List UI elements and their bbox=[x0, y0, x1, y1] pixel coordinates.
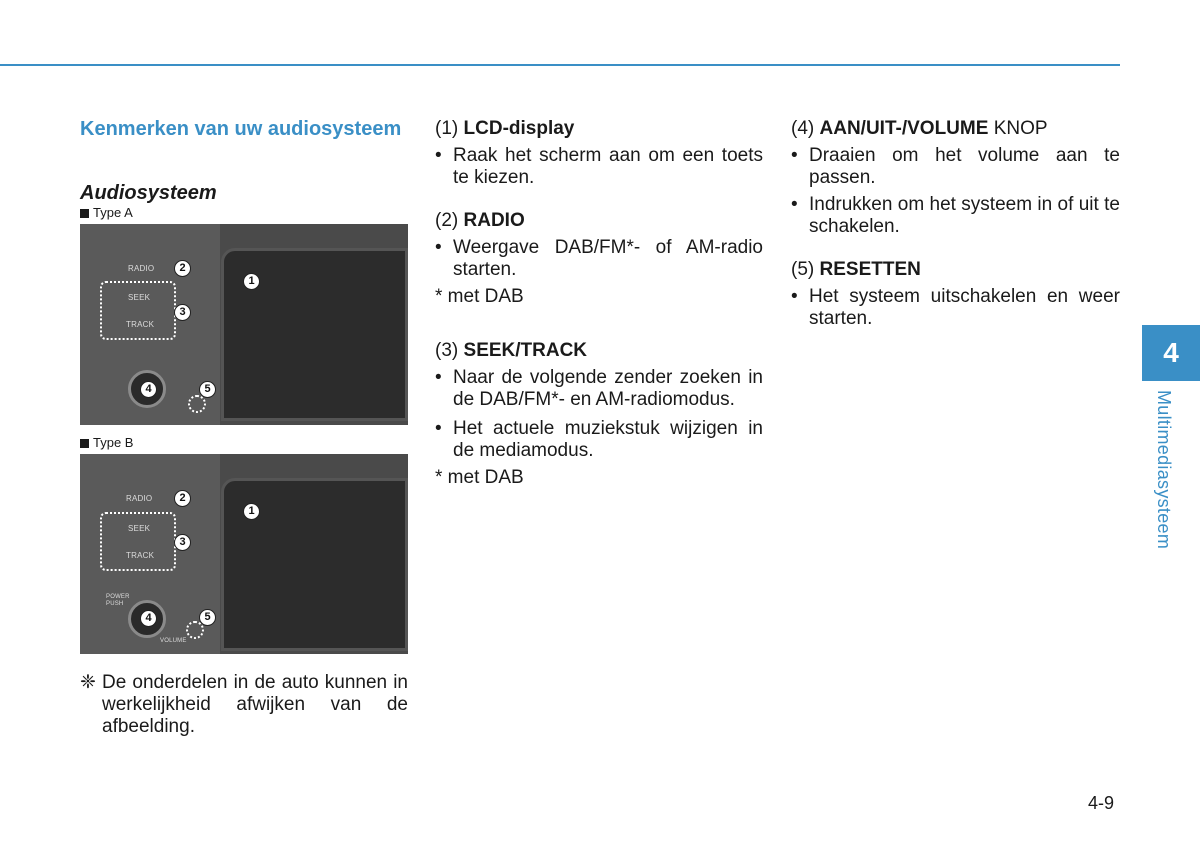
page-number: 4-9 bbox=[1088, 793, 1115, 813]
callout-1: 1 bbox=[243, 503, 260, 520]
figure-type-a bbox=[80, 224, 408, 425]
chapter-label: Multimediasysteem bbox=[1154, 390, 1174, 550]
power-push-label: POWER PUSH bbox=[106, 594, 130, 607]
square-bullet-icon bbox=[80, 209, 89, 218]
item-heading: (3) SEEK/TRACK bbox=[435, 340, 588, 361]
track-label: TRACK bbox=[126, 551, 155, 560]
item-radio bbox=[435, 210, 763, 308]
callout-4: 4 bbox=[140, 610, 157, 627]
item-power-volume bbox=[791, 118, 1120, 238]
callout-3: 3 bbox=[174, 304, 191, 321]
item-heading: (5) RESETTEN bbox=[791, 259, 921, 280]
volume-label: VOLUME bbox=[160, 638, 187, 644]
header-rule bbox=[0, 64, 1120, 66]
callout-3: 3 bbox=[174, 534, 191, 551]
bullet-item: • Indrukken om het systeem in of uit te schakelen. bbox=[791, 194, 1120, 237]
reset-hole-outline bbox=[188, 395, 206, 413]
callout-1: 1 bbox=[243, 273, 260, 290]
bullet-item: • Raak het scherm aan om een toets te kiezen. bbox=[435, 145, 763, 188]
bullet-item: • Draaien om het volume aan te passen. bbox=[791, 145, 1120, 188]
bullet-item: • Het actuele muziekstuk wijzigen in de mediamodus. bbox=[435, 418, 763, 461]
item-heading: (1) LCD-display bbox=[435, 118, 575, 139]
track-label: TRACK bbox=[126, 320, 155, 329]
figure-b-label: Type B bbox=[80, 435, 408, 451]
bullet-item: • Het systeem uitschakelen en weer starten. bbox=[791, 286, 1120, 329]
bullet-item: • Weergave DAB/FM*- of AM-radio starten. bbox=[435, 237, 763, 280]
column-middle bbox=[435, 118, 763, 510]
note bbox=[80, 672, 408, 738]
item-lcd-display bbox=[435, 118, 763, 189]
item-seek-track bbox=[435, 340, 763, 489]
radio-label: RADIO bbox=[126, 494, 153, 503]
bullet-item: • Naar de volgende zender zoeken in de DAB/FM*- en AM-radiomodus. bbox=[435, 367, 763, 410]
callout-2: 2 bbox=[174, 260, 191, 277]
seek-label: SEEK bbox=[128, 293, 151, 302]
footnote: * met DAB bbox=[435, 467, 524, 488]
note-text: De onderdelen in de auto kunnen in werkelijkheid afwijken van de afbeelding. bbox=[102, 672, 408, 737]
item-heading: (2) RADIO bbox=[435, 210, 525, 231]
column-right bbox=[791, 118, 1120, 351]
footnote: * met DAB bbox=[435, 286, 524, 307]
figure-a-label: Type A bbox=[80, 205, 408, 221]
figure-type-b bbox=[80, 454, 408, 654]
callout-4: 4 bbox=[140, 381, 157, 398]
subsection-title: Audiosysteem bbox=[80, 182, 217, 204]
square-bullet-icon bbox=[80, 439, 89, 448]
chapter-tab: 4 bbox=[1142, 325, 1200, 381]
callout-5: 5 bbox=[199, 381, 216, 398]
section-title: Kenmerken van uw audiosysteem bbox=[80, 118, 402, 140]
seek-track-outline bbox=[100, 512, 176, 571]
column-left bbox=[80, 118, 408, 738]
seek-label: SEEK bbox=[128, 524, 151, 533]
note-mark-icon: ❈ bbox=[80, 672, 96, 693]
seek-track-outline bbox=[100, 281, 176, 340]
item-reset bbox=[791, 259, 1120, 330]
callout-5: 5 bbox=[199, 609, 216, 626]
callout-2: 2 bbox=[174, 490, 191, 507]
item-heading: (4) AAN/UIT-/VOLUME KNOP bbox=[791, 118, 1048, 139]
radio-label: RADIO bbox=[128, 264, 155, 273]
